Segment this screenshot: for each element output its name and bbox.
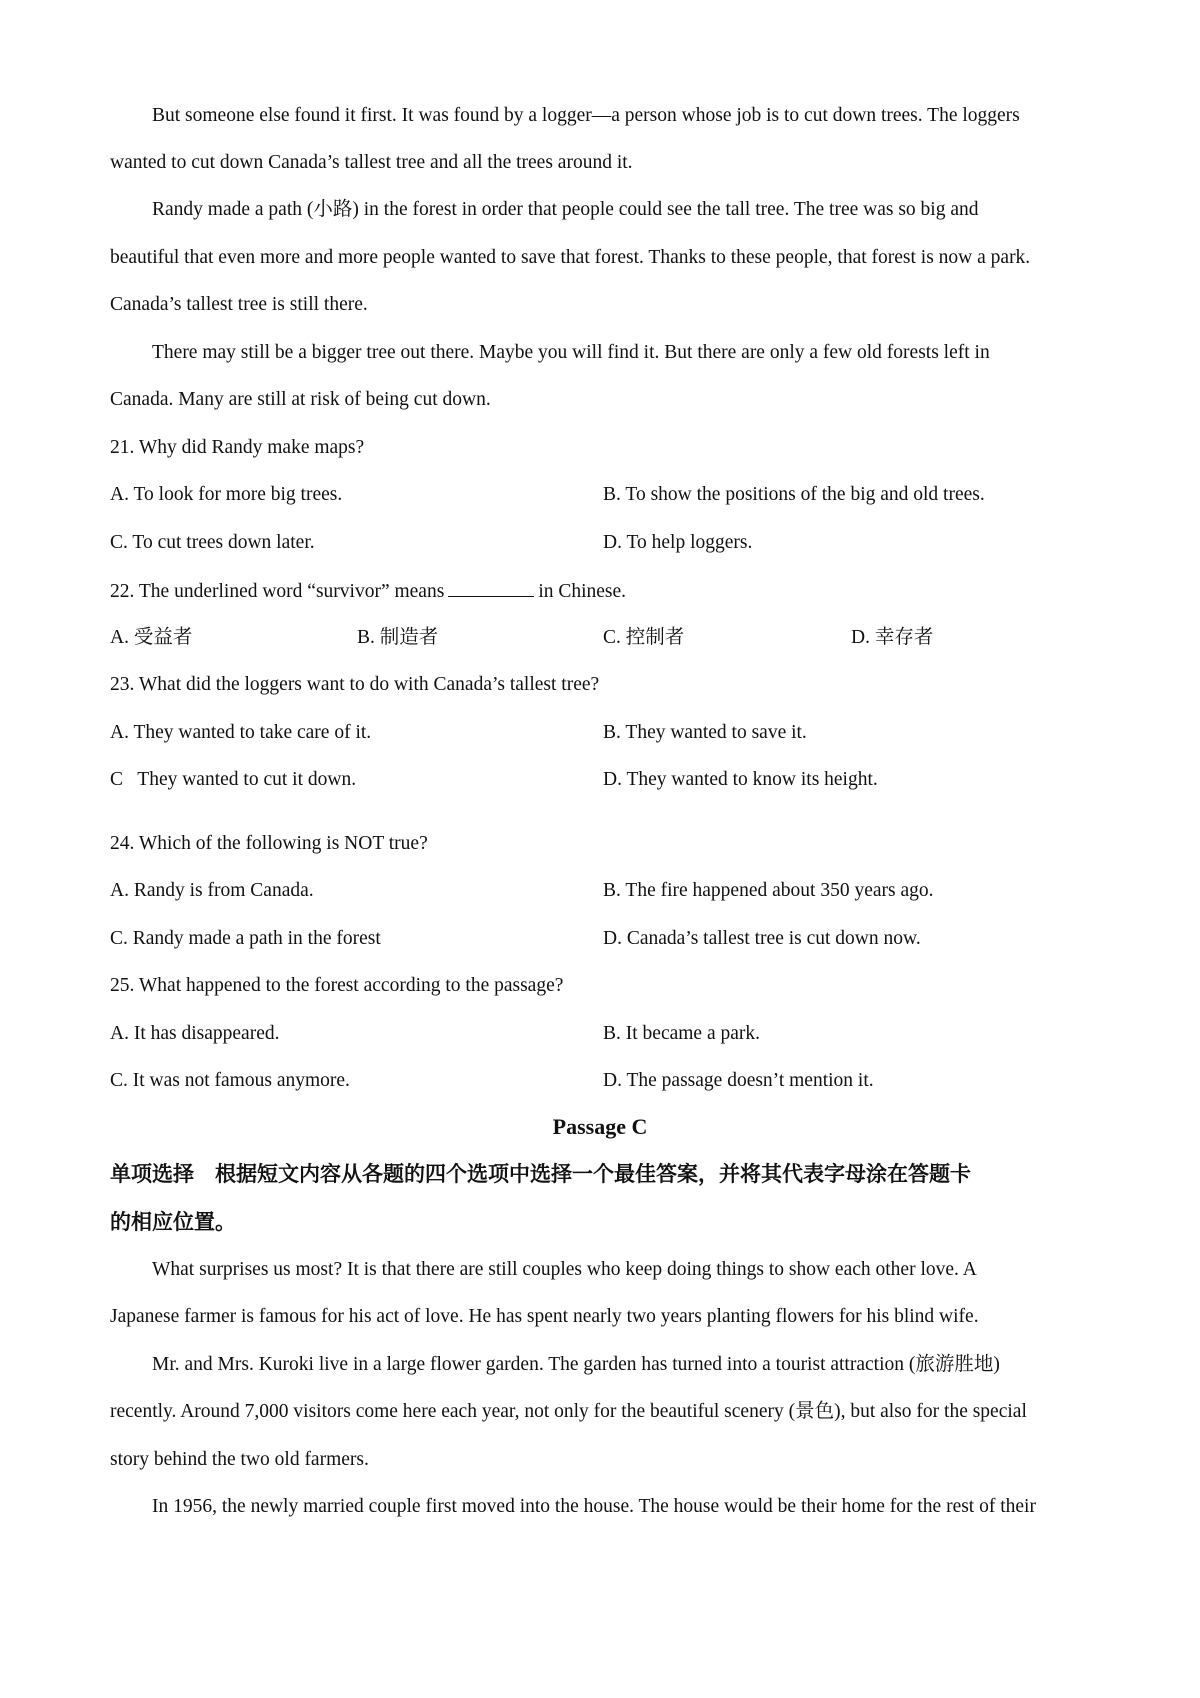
option-d: D. The passage doesn’t mention it. — [603, 1070, 874, 1091]
option-c: C. 控制者 — [603, 627, 685, 648]
paragraph-line: Japanese farmer is famous for his act of love. He has spent nearly two years planting flowers for his blind wife. — [110, 1306, 979, 1327]
question-stem: 25. What happened to the forest according to the passage? — [110, 975, 564, 996]
paragraph-line: What surprises us most? It is that there are still couples who keep doing things to show each other love. A — [152, 1259, 977, 1280]
question-stem-before: 22. The underlined word “survivor” means — [110, 581, 445, 602]
option-a: A. To look for more big trees. — [110, 484, 343, 505]
section-heading: Passage C — [552, 1114, 648, 1139]
paragraph-line: Canada. Many are still at risk of being cut down. — [110, 389, 491, 410]
paragraph-line: recently. Around 7,000 visitors come here each year, not only for the beautiful scenery (景色), but also for the special — [110, 1401, 1027, 1422]
paragraph-line: Canada’s tallest tree is still there. — [110, 294, 368, 315]
option-a: A. They wanted to take care of it. — [110, 722, 372, 743]
option-a: A. It has disappeared. — [110, 1023, 280, 1044]
option-c: C. To cut trees down later. — [110, 532, 315, 553]
option-d: D. Canada’s tallest tree is cut down now. — [603, 928, 921, 949]
paragraph-line: story behind the two old farmers. — [110, 1449, 369, 1470]
question-stem: 21. Why did Randy make maps? — [110, 437, 365, 458]
question-stem: 24. Which of the following is NOT true? — [110, 833, 428, 854]
question-stem: 23. What did the loggers want to do with Canada’s tallest tree? — [110, 674, 600, 695]
paragraph-line: But someone else found it first. It was found by a logger—a person whose job is to cut down trees. The loggers — [152, 105, 1020, 126]
option-b: B. To show the positions of the big and old trees. — [603, 484, 985, 505]
option-d: D. They wanted to know its height. — [603, 769, 878, 790]
paragraph-line: There may still be a bigger tree out there. Maybe you will find it. But there are only a few old forests left in — [152, 342, 990, 363]
option-b: B. The fire happened about 350 years ago. — [603, 880, 934, 901]
option-c: C. It was not famous anymore. — [110, 1070, 350, 1091]
instruction-line: 单项选择 根据短文内容从各题的四个选项中选择一个最佳答案，并将其代表字母涂在答题卡 — [110, 1162, 971, 1186]
paragraph-line: Mr. and Mrs. Kuroki live in a large flower garden. The garden has turned into a tourist attraction (旅游胜地) — [152, 1354, 1000, 1375]
option-a: A. 受益者 — [110, 627, 193, 648]
paragraph-line: beautiful that even more and more people wanted to save that forest. Thanks to these people, that forest is now a park. — [110, 247, 1031, 268]
option-d: D. To help loggers. — [603, 532, 753, 553]
answer-blank — [448, 578, 534, 597]
paragraph-line: Randy made a path (小路) in the forest in order that people could see the tall tree. The tree was so big and — [152, 199, 979, 220]
paragraph-line: In 1956, the newly married couple first moved into the house. The house would be their home for the rest of their — [152, 1496, 1036, 1517]
option-d: D. 幸存者 — [851, 627, 934, 648]
option-c: C They wanted to cut it down. — [110, 769, 357, 790]
option-c: C. Randy made a path in the forest — [110, 928, 381, 949]
instruction-line: 的相应位置。 — [110, 1210, 236, 1234]
option-b: B. 制造者 — [357, 627, 439, 648]
option-b: B. It became a park. — [603, 1023, 761, 1044]
option-b: B. They wanted to save it. — [603, 722, 807, 743]
option-a: A. Randy is from Canada. — [110, 880, 314, 901]
paragraph-line: wanted to cut down Canada’s tallest tree and all the trees around it. — [110, 152, 633, 173]
question-stem — [110, 578, 626, 604]
question-stem-after: in Chinese. — [538, 581, 627, 602]
